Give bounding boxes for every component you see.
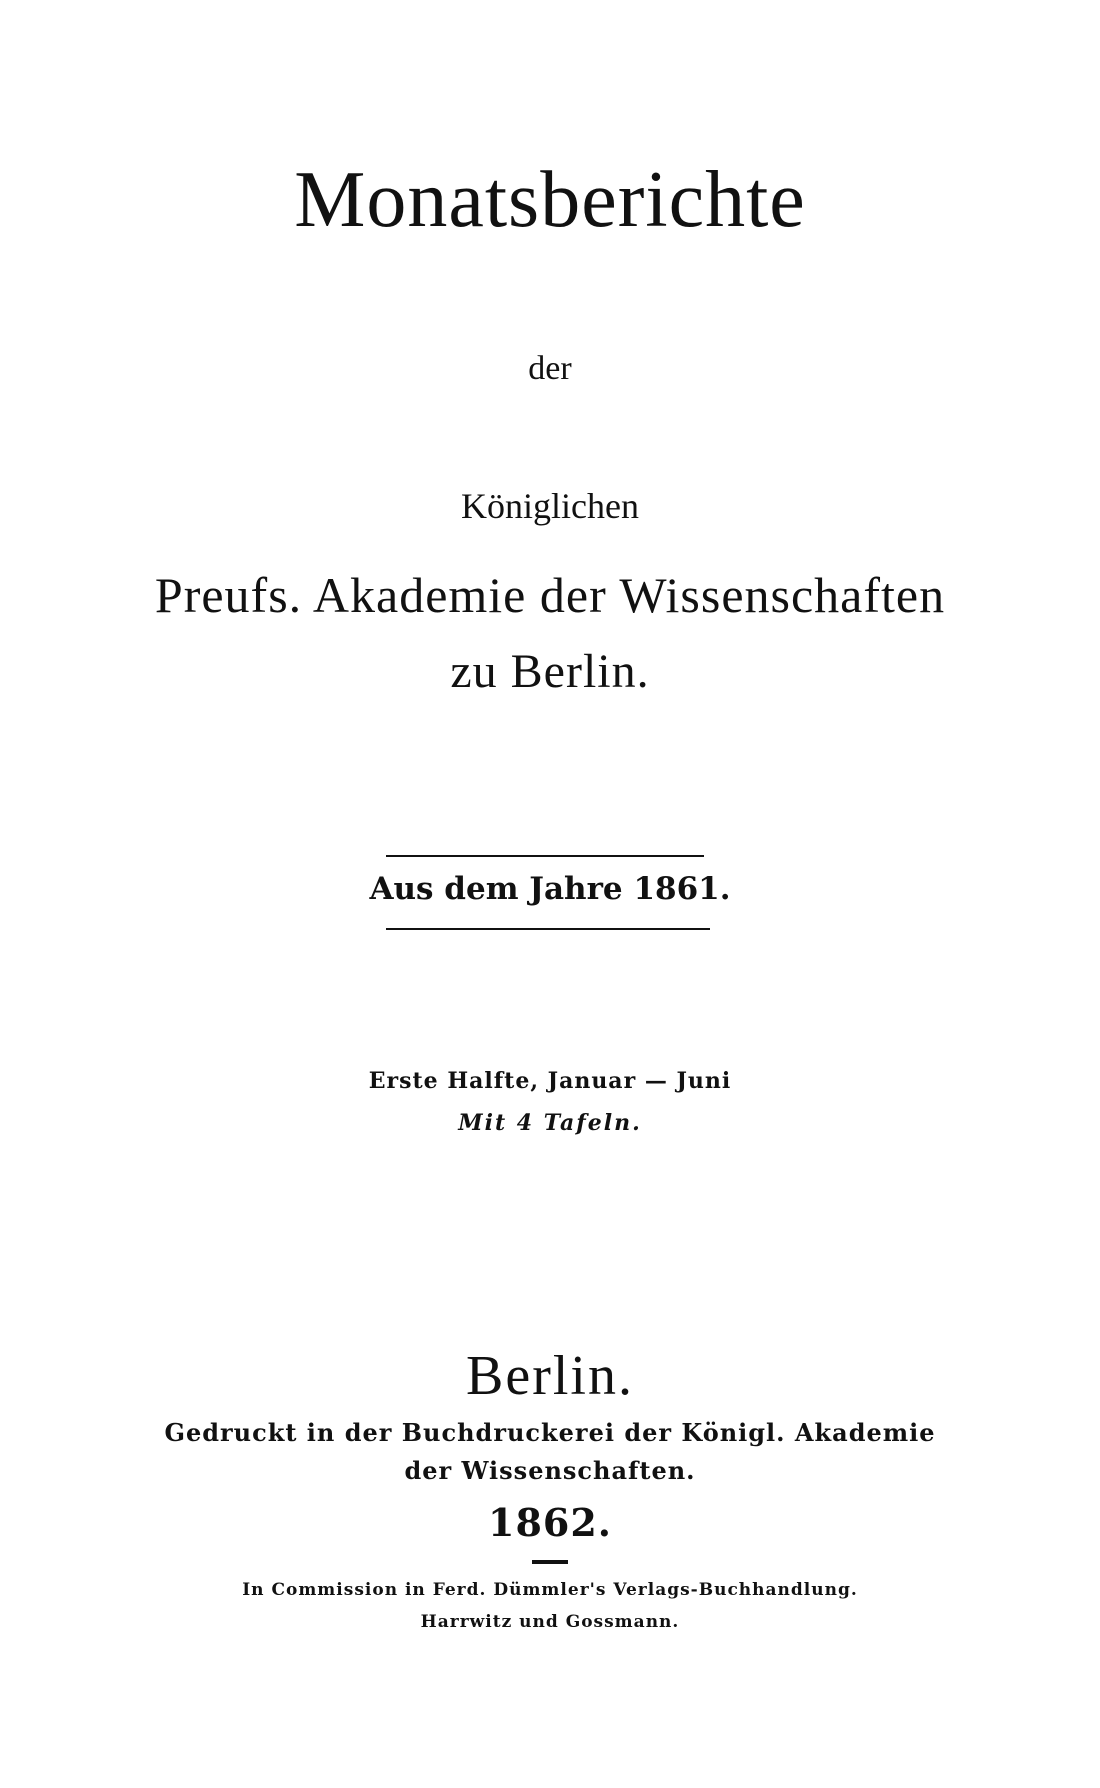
volume-half: Erste Halfte, Januar — Juni bbox=[368, 1068, 732, 1094]
volume-plates: Mit 4 Tafeln. bbox=[458, 1110, 642, 1136]
title-koeniglichen: Königlichen bbox=[461, 486, 639, 526]
publication-year: 1862. bbox=[488, 1500, 612, 1545]
top-divider-rule bbox=[386, 855, 704, 857]
report-year: Aus dem Jahre 1861. bbox=[369, 871, 731, 907]
imprint-city: Berlin. bbox=[466, 1345, 634, 1407]
printer-line-2: der Wissenschaften. bbox=[404, 1456, 696, 1485]
institution-location: zu Berlin. bbox=[450, 645, 650, 698]
page-title: Monatsberichte bbox=[294, 156, 806, 244]
commission-line-1: In Commission in Ferd. Dümmler's Verlags-Buchhandlung. bbox=[242, 1580, 858, 1600]
commission-line-2: Harrwitz und Gossmann. bbox=[420, 1612, 680, 1632]
printer-line-1: Gedruckt in der Buchdruckerei der Königl. Akademie bbox=[164, 1418, 936, 1447]
short-dash-rule bbox=[532, 1560, 568, 1564]
institution-name: Preufs. Akademie der Wissenschaften bbox=[154, 567, 946, 623]
title-der: der bbox=[528, 350, 572, 387]
bottom-divider-rule bbox=[386, 928, 710, 930]
